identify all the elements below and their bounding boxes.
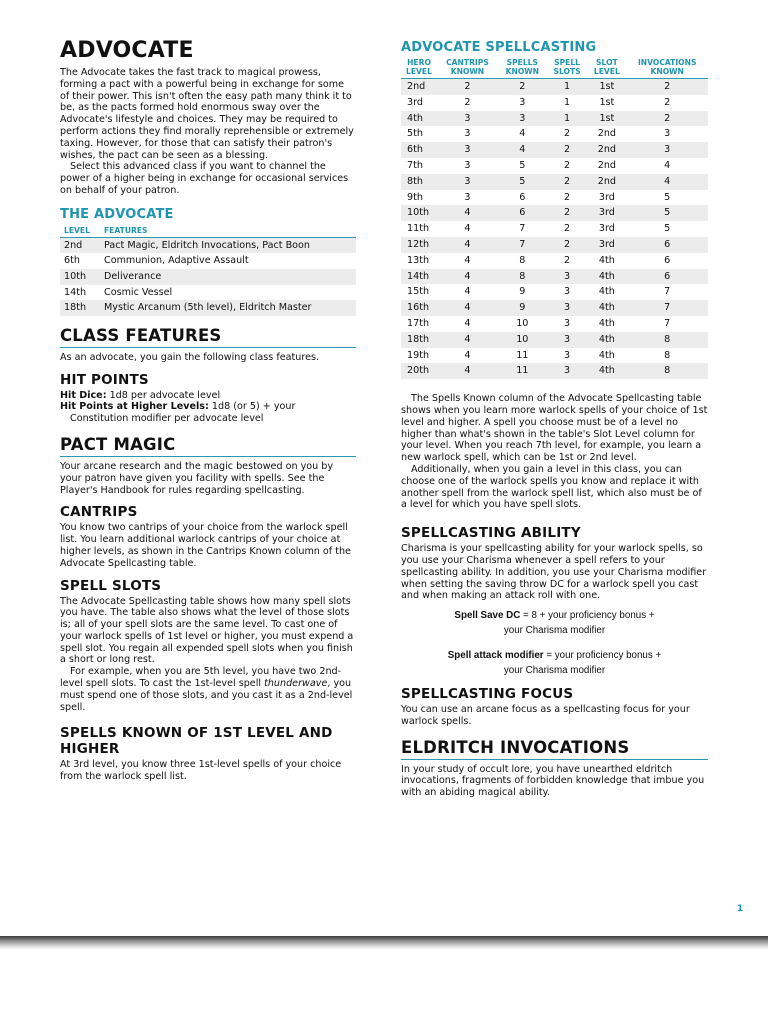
table-cell: 6 (519, 191, 526, 203)
cantrips-heading: CANTRIPS (60, 504, 138, 521)
table-cell: 3 (563, 286, 571, 298)
hp-higher-line (60, 401, 356, 425)
table-cell: 2nd (401, 79, 437, 95)
table-cell: 2 (563, 191, 571, 203)
advocate-spellcasting-table (401, 58, 708, 379)
table-row (401, 190, 708, 206)
hit-points-heading: HIT POINTS (60, 371, 149, 388)
table-cell: 3 (547, 300, 588, 316)
table-row (401, 205, 708, 221)
spell-save-dc-formula (401, 608, 708, 638)
table-cell: 4 (437, 363, 498, 379)
left-column (60, 34, 356, 783)
table-cell: 8th (401, 174, 437, 190)
table-cell: 4th (587, 269, 626, 285)
table-cell: 4 (464, 317, 471, 329)
hp-higher-value: 1d8 (or 5) + your Constitution modifier per advocate level (70, 401, 296, 425)
table-cell: 12th (401, 237, 437, 253)
table-cell: 1 (547, 79, 588, 95)
column-header (626, 58, 708, 79)
table-cell: 3 (437, 142, 498, 158)
table-row (401, 269, 708, 285)
table-cell: 3 (498, 111, 547, 127)
table-cell: 4 (464, 223, 471, 235)
table-cell: 19th (407, 349, 430, 361)
formula-text: = 8 + your proficiency bonus + (520, 610, 655, 622)
table-cell: 6th (64, 255, 80, 267)
table-row (401, 253, 708, 269)
table-header-row (401, 58, 708, 79)
table-cell: 4 (437, 300, 498, 316)
table-cell: 1st (587, 79, 626, 95)
table-cell: 4th (598, 254, 615, 266)
spellcasting-focus-paragraph: You can use an arcane focus as a spellcasting focus for your warlock spells. (401, 704, 690, 727)
table-cell: 2 (464, 96, 471, 108)
table-cell: 5 (519, 159, 526, 171)
table-cell: Communion, Adaptive Assault (104, 255, 249, 267)
table-cell: 3 (547, 332, 588, 348)
page-number: 1 (737, 904, 744, 914)
table-cell: 1st (587, 111, 626, 127)
header-line: KNOWN (450, 67, 485, 76)
column-header (498, 58, 547, 79)
table-cell: 5 (498, 174, 547, 190)
table-cell: 5 (664, 223, 671, 235)
hit-dice-line (60, 390, 356, 402)
table-row (401, 79, 708, 95)
table-cell: 3 (437, 111, 498, 127)
table-row (401, 111, 708, 127)
header-line: CANTRIPS (446, 58, 489, 67)
table-cell: 2 (563, 223, 571, 235)
table-cell: 7th (407, 159, 423, 171)
table-cell: 3rd (587, 205, 626, 221)
table-cell: Pact Magic, Eldritch Invocations, Pact Boon (100, 237, 356, 253)
table-cell: 3 (626, 142, 708, 158)
table-cell: 4 (437, 269, 498, 285)
spellcasting-table-title: ADVOCATE SPELLCASTING (401, 40, 597, 55)
header-line: KNOWN (505, 67, 540, 76)
table-cell: 15th (407, 286, 430, 298)
column-header (547, 58, 588, 79)
spell-name: thunderwave (264, 678, 328, 690)
table-cell: 8 (519, 254, 526, 266)
page-shadow (0, 936, 768, 950)
table-cell: 2 (547, 205, 588, 221)
table-cell: 4th (587, 332, 626, 348)
table-cell: 4th (587, 363, 626, 379)
table-cell: 4th (598, 317, 615, 329)
table-cell: 10th (401, 205, 437, 221)
hp-higher-label: Hit Points at Higher Levels: (60, 401, 209, 413)
table-cell: 2 (498, 79, 547, 95)
formula-label: Spell attack modifier (447, 650, 544, 662)
spell-attack-formula (401, 648, 708, 678)
table-cell: 8 (498, 269, 547, 285)
table-cell: 7 (664, 286, 671, 298)
hit-dice-label: Hit Dice: (60, 389, 107, 401)
table-cell: 2 (547, 237, 588, 253)
table-row (401, 300, 708, 316)
table-cell: 1st (599, 96, 615, 108)
table-cell: 11 (516, 349, 529, 361)
spellcasting-focus-heading: SPELLCASTING FOCUS (401, 686, 574, 703)
intro-paragraph-2: Select this advanced class if you want to channel the power of a higher being in exchange for occasional services on behalf of your patron. (60, 161, 349, 196)
table-cell: 2 (563, 128, 571, 140)
table-row (401, 284, 708, 300)
table-cell: 20th (401, 363, 437, 379)
table-row (401, 363, 708, 379)
spells-known-heading: SPELLS KNOWN OF 1ST LEVEL AND HIGHER (60, 725, 333, 758)
table-cell: 4 (464, 254, 471, 266)
table-cell: 10 (516, 317, 529, 329)
header-line: SLOT (596, 58, 618, 67)
table-cell: 2 (626, 79, 708, 95)
table-cell: 2 (547, 142, 588, 158)
header-line: SPELL (554, 58, 580, 67)
table-cell: 3rd (598, 191, 615, 203)
formula-text: = your proficiency bonus + (543, 650, 662, 662)
text-run: For example, when you are 5th level, you have two 2nd-level spell slots. To cast the 1st-level spell (60, 666, 342, 690)
table-cell: 3 (563, 317, 571, 329)
cantrips-paragraph: You know two cantrips of your choice from the warlock spell list. You learn additional warlock cantrips of your choice at higher levels, as shown in the Cantrips Known column of the Advocate Spellcasting table. (60, 522, 351, 569)
table-cell: 6 (664, 254, 671, 266)
table-cell: 3 (519, 96, 526, 108)
class-features-paragraph: As an advocate, you gain the following class features. (60, 351, 320, 363)
table-cell: 4 (498, 142, 547, 158)
pact-magic-paragraph: Your arcane research and the magic bestowed on you by your patron have given you facility with spells. See the Player's Handbook for rules regarding spellcasting. (60, 460, 334, 496)
table-cell: 6 (626, 269, 708, 285)
table-cell: 4th (401, 111, 437, 127)
table-row (401, 95, 708, 111)
table-row (60, 237, 356, 253)
table-cell: 2 (437, 79, 498, 95)
spells-replace-paragraph: Additionally, when you gain a level in this class, you can choose one of the warlock spells you know and replace it with another spell from the warlock spell list, which also must be of a level for which you have spell slots. (401, 463, 702, 511)
eldritch-invocations-heading: ELDRITCH INVOCATIONS (401, 738, 708, 760)
table-cell: 3 (547, 363, 588, 379)
table-row (401, 221, 708, 237)
spell-slots-example-paragraph (60, 666, 356, 713)
table-cell: 1 (547, 111, 588, 127)
table-cell: 3rd (407, 96, 423, 108)
table-cell: 2nd (597, 159, 617, 171)
header-line: KNOWN (650, 67, 684, 76)
table-row (401, 237, 708, 253)
table-cell: 7 (664, 317, 671, 329)
table-cell: 3 (464, 191, 471, 203)
spell-slots-heading: SPELL SLOTS (60, 577, 162, 594)
table-cell: 11th (407, 223, 430, 235)
table-cell: 2nd (587, 142, 626, 158)
spell-slots-paragraph: The Advocate Spellcasting table shows how many spell slots you have. The table also shows what the level of those slots is; all of your spell slots are the same level. To cast one of your warlock spells of 1st level or higher, you must expend a spell slot. You regain all expended spell slots when you finish a short or long rest. (60, 595, 354, 666)
table-cell: 6 (626, 237, 708, 253)
header-line: HERO (407, 58, 431, 67)
table-cell: 3 (563, 349, 571, 361)
table-row (401, 348, 708, 364)
header-line: INVOCATIONS (637, 58, 697, 67)
table-row (401, 332, 708, 348)
spellcasting-ability-heading: SPELLCASTING ABILITY (401, 525, 581, 542)
table-cell: Deliverance (100, 269, 356, 285)
table-cell: 9 (519, 286, 526, 298)
spells-known-table-paragraph: The Spells Known column of the Advocate Spellcasting table shows when you learn more warlock spells of your choice of 1st level and higher. A spell you choose must be of a level no higher than what's shown in the table's Slot Level column for your level. When you reach 7th level, for example, you learn a new warlock spell, which can be 1st or 2nd level. (401, 393, 708, 464)
table-row (401, 316, 708, 332)
table-cell: 2 (664, 96, 671, 108)
table-cell: 9th (407, 191, 423, 203)
table-header-row (60, 225, 356, 238)
table-cell: 4 (437, 237, 498, 253)
table-cell: 7 (626, 300, 708, 316)
table-cell: 6th (401, 142, 437, 158)
table-cell: 7 (519, 223, 526, 235)
header-line: LEVEL (593, 67, 620, 76)
table-cell: 18th (60, 300, 100, 316)
table-cell: 1 (563, 96, 571, 108)
table-cell: 3 (464, 159, 471, 171)
table-cell: 3 (464, 128, 471, 140)
table-cell: 4 (626, 174, 708, 190)
column-header (401, 58, 437, 79)
table-cell: 16th (401, 300, 437, 316)
table-cell: 4 (437, 205, 498, 221)
table-cell: 3 (547, 269, 588, 285)
pact-magic-heading: PACT MAGIC (60, 435, 356, 457)
table-cell: 4 (664, 159, 671, 171)
table-cell: 9 (498, 300, 547, 316)
column-header (437, 58, 498, 79)
class-features-heading: CLASS FEATURES (60, 326, 356, 348)
table-cell: 5th (407, 128, 423, 140)
table-cell: 2 (563, 159, 571, 171)
column-header: LEVEL (60, 225, 100, 238)
header-line: SLOTS (553, 67, 581, 76)
table-cell: 2nd (60, 237, 100, 253)
table-cell: 8 (664, 349, 671, 361)
table-cell: 4 (464, 349, 471, 361)
table-row (60, 285, 356, 301)
table-row (401, 174, 708, 190)
table-cell: 17th (407, 317, 430, 329)
table-cell: 2nd (587, 174, 626, 190)
table-cell: 13th (407, 254, 430, 266)
table-cell: 4th (598, 286, 615, 298)
column-header (587, 58, 626, 79)
advocate-table-title: THE ADVOCATE (60, 206, 174, 222)
table-cell: Mystic Arcanum (5th level), Eldritch Master (100, 300, 356, 316)
right-column (401, 34, 708, 799)
table-cell: Cosmic Vessel (104, 286, 173, 298)
table-row (401, 142, 708, 158)
formula-text: your Charisma modifier (503, 625, 606, 637)
table-cell: 18th (401, 332, 437, 348)
eldritch-invocations-paragraph: In your study of occult lore, you have unearthed eldritch invocations, fragments of forbidden knowledge that imbue you with an abiding magical ability. (401, 763, 705, 799)
table-cell: 3 (437, 174, 498, 190)
table-row (401, 158, 708, 174)
table-cell: 5 (626, 205, 708, 221)
table-cell: 3 (664, 128, 671, 140)
advocate-features-table (60, 225, 356, 316)
intro-paragraph: The Advocate takes the fast track to magical prowess, forming a pact with a powerful being in exchange for some of their power. This isn't often the easy path many think it to be, as the pacts formed hold enormous sway over the Advocate's lifestyle and choices. They may be required to perform actions they find morally reprehensible or extremely taxing. However, for those that can satisfy their patron's wishes, the pact can be seen as a blessing. (60, 67, 354, 161)
table-cell: 6 (498, 205, 547, 221)
spellcasting-ability-paragraph: Charisma is your spellcasting ability for your warlock spells, so you use your Charisma whenever a spell refers to your spellcasting ability. In addition, you use your Charisma modifier when setting the saving throw DC for a warlock spell you cast and when making an attack roll with one. (401, 543, 707, 602)
table-cell: 4 (519, 128, 526, 140)
table-cell: 5 (664, 191, 671, 203)
table-row (60, 253, 356, 269)
table-cell: 4 (437, 332, 498, 348)
column-header: FEATURES (100, 225, 356, 238)
spellcasting-table-body (401, 79, 708, 380)
table-cell: 11 (498, 363, 547, 379)
table-cell: 2nd (597, 128, 617, 140)
table-cell: 14th (64, 286, 87, 298)
spells-known-paragraph: At 3rd level, you know three 1st-level spells of your choice from the warlock spell list. (60, 759, 342, 783)
header-line: LEVEL (406, 67, 432, 76)
table-cell: 3rd (587, 237, 626, 253)
table-cell: 14th (401, 269, 437, 285)
table-cell: 4th (598, 349, 615, 361)
table-cell: 2 (563, 254, 571, 266)
table-cell: 2 (547, 174, 588, 190)
formula-text: your Charisma modifier (503, 665, 606, 677)
table-row (401, 126, 708, 142)
table-row (60, 300, 356, 316)
text-run: , you must spend one of those slots, and you cast it as a 2nd-level spell. (60, 678, 353, 713)
table-row (60, 269, 356, 285)
header-line: SPELLS (506, 58, 538, 67)
page-title: ADVOCATE (60, 38, 194, 63)
table-cell: 10 (498, 332, 547, 348)
table-cell: 3rd (598, 223, 615, 235)
hit-dice-value: 1d8 per advocate level (106, 389, 221, 401)
table-cell: 4th (587, 300, 626, 316)
table-cell: 7 (498, 237, 547, 253)
table-cell: 2 (626, 111, 708, 127)
table-cell: 8 (626, 332, 708, 348)
formula-label: Spell Save DC (454, 610, 521, 622)
table-cell: 4 (464, 286, 471, 298)
table-cell: 10th (60, 269, 100, 285)
table-cell: 8 (626, 363, 708, 379)
